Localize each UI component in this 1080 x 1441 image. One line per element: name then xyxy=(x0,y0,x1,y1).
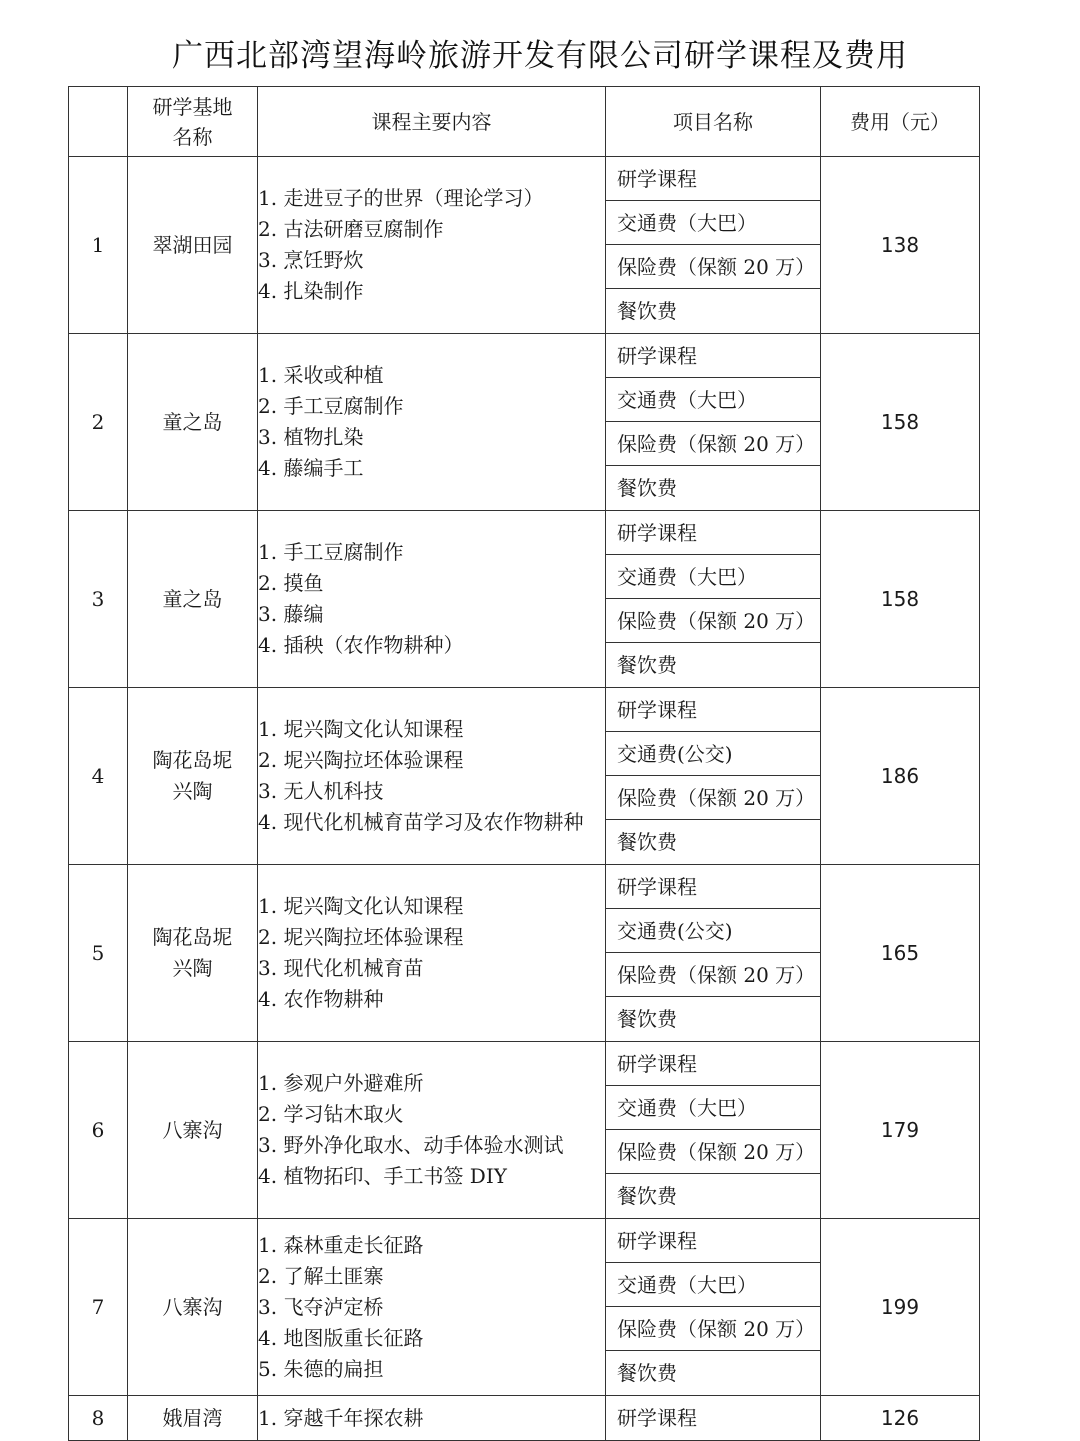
base-name-cell xyxy=(128,688,258,865)
course-item: 3. 烹饪野炊 xyxy=(258,248,364,272)
course-item: 3. 现代化机械育苗 xyxy=(258,956,424,980)
course-fee-table xyxy=(68,86,980,1441)
course-item: 2. 坭兴陶拉坯体验课程 xyxy=(258,748,464,772)
course-item: 4. 扎染制作 xyxy=(258,279,364,303)
project-item: 研学课程 xyxy=(606,511,820,555)
course-content-cell xyxy=(258,157,606,334)
base-name: 八寨沟 xyxy=(162,1117,223,1142)
table-row xyxy=(69,688,980,865)
table-row xyxy=(69,1042,980,1219)
course-item: 1. 森林重走长征路 xyxy=(258,1232,424,1257)
project-item: 交通费（大巴） xyxy=(606,201,820,245)
project-item: 保险费（保额 20 万） xyxy=(606,599,820,643)
course-item: 4. 插秧（农作物耕种） xyxy=(258,633,464,657)
base-name-cell xyxy=(128,1219,258,1396)
header-items: 项目名称 xyxy=(606,87,821,157)
project-item: 研学课程 xyxy=(606,865,820,909)
project-item: 研学课程 xyxy=(606,1219,820,1263)
project-item: 保险费（保额 20 万） xyxy=(606,422,820,466)
course-item: 3. 野外净化取水、动手体验水测试 xyxy=(258,1133,564,1157)
project-item: 餐饮费 xyxy=(617,1361,677,1385)
row-number: 2 xyxy=(69,334,128,511)
course-item: 2. 坭兴陶拉坯体验课程 xyxy=(258,925,464,949)
base-name: 童之岛 xyxy=(162,409,223,434)
project-items-cell xyxy=(606,1396,821,1441)
project-item: 研学课程 xyxy=(606,688,820,732)
course-content-cell xyxy=(258,511,606,688)
course-item: 1. 走进豆子的世界（理论学习） xyxy=(258,186,544,210)
project-item: 餐饮费 xyxy=(617,1184,677,1208)
project-items-cell xyxy=(606,1219,821,1396)
course-item: 4. 藤编手工 xyxy=(258,456,364,480)
course-item: 1. 参观户外避难所 xyxy=(258,1071,424,1095)
course-item: 5. 朱德的扁担 xyxy=(258,1356,384,1381)
fee-value: 158 xyxy=(821,511,980,688)
course-item: 2. 摸鱼 xyxy=(258,571,324,595)
project-item: 研学课程 xyxy=(606,334,820,378)
course-content-cell xyxy=(258,1219,606,1396)
base-name-cell xyxy=(128,157,258,334)
fee-value: 165 xyxy=(821,865,980,1042)
course-item: 2. 手工豆腐制作 xyxy=(258,394,404,418)
project-item: 交通费（大巴） xyxy=(606,1086,820,1130)
project-items-cell xyxy=(606,1042,821,1219)
project-item: 交通费（大巴） xyxy=(606,1263,820,1307)
base-name: 翠湖田园 xyxy=(152,232,233,257)
base-name: 陶花岛坭 xyxy=(152,748,233,772)
row-number: 8 xyxy=(69,1396,128,1441)
course-item: 3. 藤编 xyxy=(258,602,324,626)
project-item: 餐饮费 xyxy=(617,653,677,677)
project-item: 保险费（保额 20 万） xyxy=(606,1307,820,1351)
header-content: 课程主要内容 xyxy=(258,87,606,157)
document-title: 广西北部湾望海岭旅游开发有限公司研学课程及费用 xyxy=(172,38,908,74)
base-name-cell xyxy=(128,865,258,1042)
header-base-line1: 研学基地 xyxy=(152,94,233,119)
project-item: 研学课程 xyxy=(606,157,820,201)
fee-value: 199 xyxy=(821,1219,980,1396)
course-item: 1. 采收或种植 xyxy=(258,363,384,387)
fee-value: 126 xyxy=(821,1396,980,1441)
row-number: 3 xyxy=(69,511,128,688)
header-base-name xyxy=(128,87,258,157)
course-content-cell xyxy=(258,688,606,865)
course-item: 1. 穿越千年探农耕 xyxy=(258,1406,424,1430)
project-items-cell xyxy=(606,688,821,865)
header-no xyxy=(69,87,128,157)
project-item: 保险费（保额 20 万） xyxy=(606,245,820,289)
table-row xyxy=(69,334,980,511)
project-item: 交通费(公交) xyxy=(606,909,820,953)
base-name: 八寨沟 xyxy=(162,1294,223,1319)
base-name: 娥眉湾 xyxy=(162,1405,223,1430)
base-name-cell xyxy=(128,511,258,688)
course-item: 3. 飞夺泸定桥 xyxy=(258,1294,384,1319)
project-item: 餐饮费 xyxy=(617,830,677,854)
project-items-cell xyxy=(606,511,821,688)
base-name-cell xyxy=(128,1396,258,1441)
row-number: 5 xyxy=(69,865,128,1042)
course-content-cell xyxy=(258,1396,606,1441)
project-item: 保险费（保额 20 万） xyxy=(606,776,820,820)
header-base-line2: 名称 xyxy=(172,124,213,149)
table-row xyxy=(69,865,980,1042)
project-item: 餐饮费 xyxy=(617,476,677,500)
row-number: 4 xyxy=(69,688,128,865)
course-item: 1. 坭兴陶文化认知课程 xyxy=(258,717,464,741)
project-item: 保险费（保额 20 万） xyxy=(606,1130,820,1174)
table-row xyxy=(69,1396,980,1441)
fee-value: 186 xyxy=(821,688,980,865)
table-row xyxy=(69,511,980,688)
row-number: 6 xyxy=(69,1042,128,1219)
course-item: 2. 古法研磨豆腐制作 xyxy=(258,217,444,241)
project-item: 餐饮费 xyxy=(617,1007,677,1031)
course-item: 2. 了解土匪寨 xyxy=(258,1263,384,1288)
course-item: 3. 植物扎染 xyxy=(258,425,364,449)
course-item: 1. 手工豆腐制作 xyxy=(258,540,404,564)
table-row xyxy=(69,1219,980,1396)
project-item: 研学课程 xyxy=(606,1042,820,1086)
project-item: 交通费（大巴） xyxy=(606,378,820,422)
course-item: 4. 现代化机械育苗学习及农作物耕种 xyxy=(258,810,584,834)
course-item: 4. 农作物耕种 xyxy=(258,987,384,1011)
row-number: 7 xyxy=(69,1219,128,1396)
course-item: 3. 无人机科技 xyxy=(258,779,384,803)
fee-value: 158 xyxy=(821,334,980,511)
base-name-cell xyxy=(128,1042,258,1219)
project-item: 餐饮费 xyxy=(617,299,677,323)
course-content-cell xyxy=(258,865,606,1042)
base-name: 陶花岛坭 xyxy=(152,925,233,949)
table-header-row xyxy=(69,87,980,157)
table-row xyxy=(69,157,980,334)
project-items-cell xyxy=(606,334,821,511)
fee-value: 138 xyxy=(821,157,980,334)
project-items-cell xyxy=(606,865,821,1042)
base-name: 兴陶 xyxy=(172,779,213,803)
header-fee: 费用（元） xyxy=(821,87,980,157)
course-item: 4. 植物拓印、手工书签 DIY xyxy=(258,1164,507,1188)
project-item: 交通费（大巴） xyxy=(606,555,820,599)
project-item: 交通费(公交) xyxy=(606,732,820,776)
row-number: 1 xyxy=(69,157,128,334)
base-name-cell xyxy=(128,334,258,511)
base-name: 童之岛 xyxy=(162,586,223,611)
fee-value: 179 xyxy=(821,1042,980,1219)
project-item: 研学课程 xyxy=(617,1406,697,1430)
course-content-cell xyxy=(258,334,606,511)
course-content-cell xyxy=(258,1042,606,1219)
base-name: 兴陶 xyxy=(172,956,213,980)
project-items-cell xyxy=(606,157,821,334)
course-item: 1. 坭兴陶文化认知课程 xyxy=(258,894,464,918)
course-item: 4. 地图版重长征路 xyxy=(258,1325,424,1350)
course-item: 2. 学习钻木取火 xyxy=(258,1102,404,1126)
project-item: 保险费（保额 20 万） xyxy=(606,953,820,997)
